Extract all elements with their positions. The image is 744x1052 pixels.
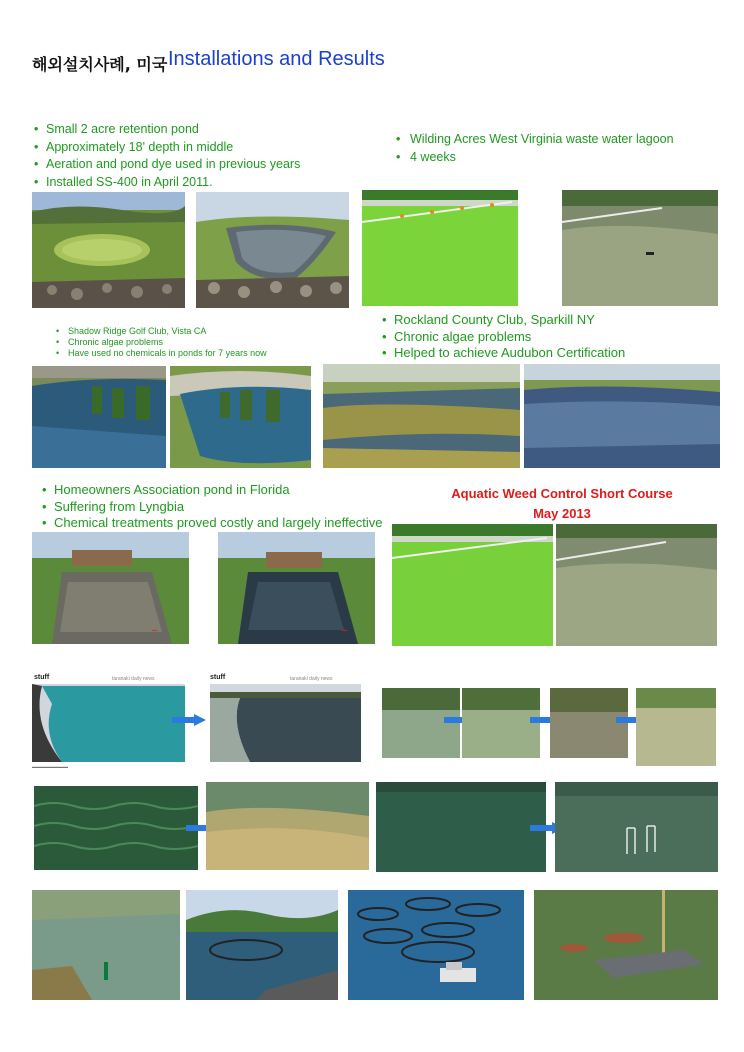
- hoa-pond-after-photo: [218, 532, 375, 644]
- svg-text:▪▪▪: ▪▪▪: [152, 628, 158, 634]
- reservoir-unit-photo: [32, 890, 180, 1000]
- newspaper-logo: stuff: [210, 674, 226, 681]
- shadow-ridge-pond-photo-2: [170, 366, 311, 468]
- bullet-item: • Small 2 acre retention pond: [34, 121, 300, 139]
- retention-bullets: [34, 121, 300, 191]
- course-lagoon-after-photo: [556, 524, 717, 646]
- fish-farm-photo-2: [348, 890, 524, 1000]
- sequence-photo-4: [636, 688, 716, 766]
- rockland-pond-before-photo: [323, 364, 520, 468]
- bullet-item: • Helped to achieve Audubon Certification: [382, 345, 625, 362]
- course-lagoon-before-photo: [392, 524, 553, 646]
- hoa-pond-before-photo: [32, 532, 189, 644]
- page-title-korean: 해외설치사례, 미국: [32, 55, 168, 74]
- bullet-item: • Wilding Acres West Virginia waste water lagoon: [396, 131, 674, 149]
- newspaper-logo: stuff: [34, 674, 50, 681]
- shadow-ridge-pond-photo-1: [32, 366, 166, 468]
- bullet-item: • Installed SS-400 in April 2011.: [34, 174, 300, 192]
- arrow-icon: [172, 714, 206, 726]
- course-date: May 2013: [533, 506, 591, 521]
- lagoon-waves-photo: [34, 786, 198, 870]
- aeration-unit-closeup-photo: [534, 890, 718, 1000]
- bullet-item: • Aeration and pond dye used in previous years: [34, 156, 300, 174]
- bullet-item: • Chronic algae problems: [56, 337, 267, 348]
- svg-text:▪▪▪: ▪▪▪: [342, 628, 348, 634]
- newspaper-pond-after-photo: [210, 684, 361, 762]
- bullet-item: • 4 weeks: [396, 149, 674, 167]
- bullet-item: • Chemical treatments proved costly and largely ineffective: [42, 515, 383, 532]
- wilding-lagoon-after-photo: [562, 190, 718, 306]
- page-title: Installations and Results: [168, 48, 385, 70]
- bullet-item: • Rockland County Club, Sparkill NY: [382, 312, 625, 329]
- newspaper-pond-before-photo: [32, 684, 185, 762]
- bullet-item: • Suffering from Lyngbia: [42, 499, 383, 516]
- bullet-item: • Approximately 18' depth in middle: [34, 139, 300, 157]
- retention-pond-before-photo: [32, 192, 185, 308]
- wilding-lagoon-before-photo: [362, 190, 518, 306]
- wilding-bullets: [396, 131, 674, 166]
- newspaper-masthead: taranaki daily news: [112, 676, 155, 682]
- newspaper-masthead: taranaki daily news: [290, 676, 333, 682]
- hoa-bullets: [42, 482, 383, 532]
- lagoon-unit-photo: [555, 782, 718, 872]
- bullet-item: • Have used no chemicals in ponds for 7 years now: [56, 348, 267, 359]
- rockland-bullets: [382, 312, 625, 362]
- retention-pond-after-photo: [196, 192, 349, 308]
- lagoon-clear-photo: [376, 782, 546, 872]
- fish-farm-photo-1: [186, 890, 338, 1000]
- newspaper-caption: ▬▬▬▬▬▬▬▬▬: [32, 764, 68, 769]
- course-title: [430, 484, 694, 524]
- course-title-line: Aquatic Weed Control Short Course: [451, 486, 673, 501]
- shadow-ridge-bullets: [56, 326, 267, 359]
- lagoon-algae-photo: [206, 782, 369, 870]
- sequence-photo-2: [462, 688, 540, 758]
- bullet-item: • Shadow Ridge Golf Club, Vista CA: [56, 326, 267, 337]
- bullet-item: • Chronic algae problems: [382, 329, 625, 346]
- bullet-item: • Homeowners Association pond in Florida: [42, 482, 383, 499]
- rockland-pond-after-photo: [524, 364, 720, 468]
